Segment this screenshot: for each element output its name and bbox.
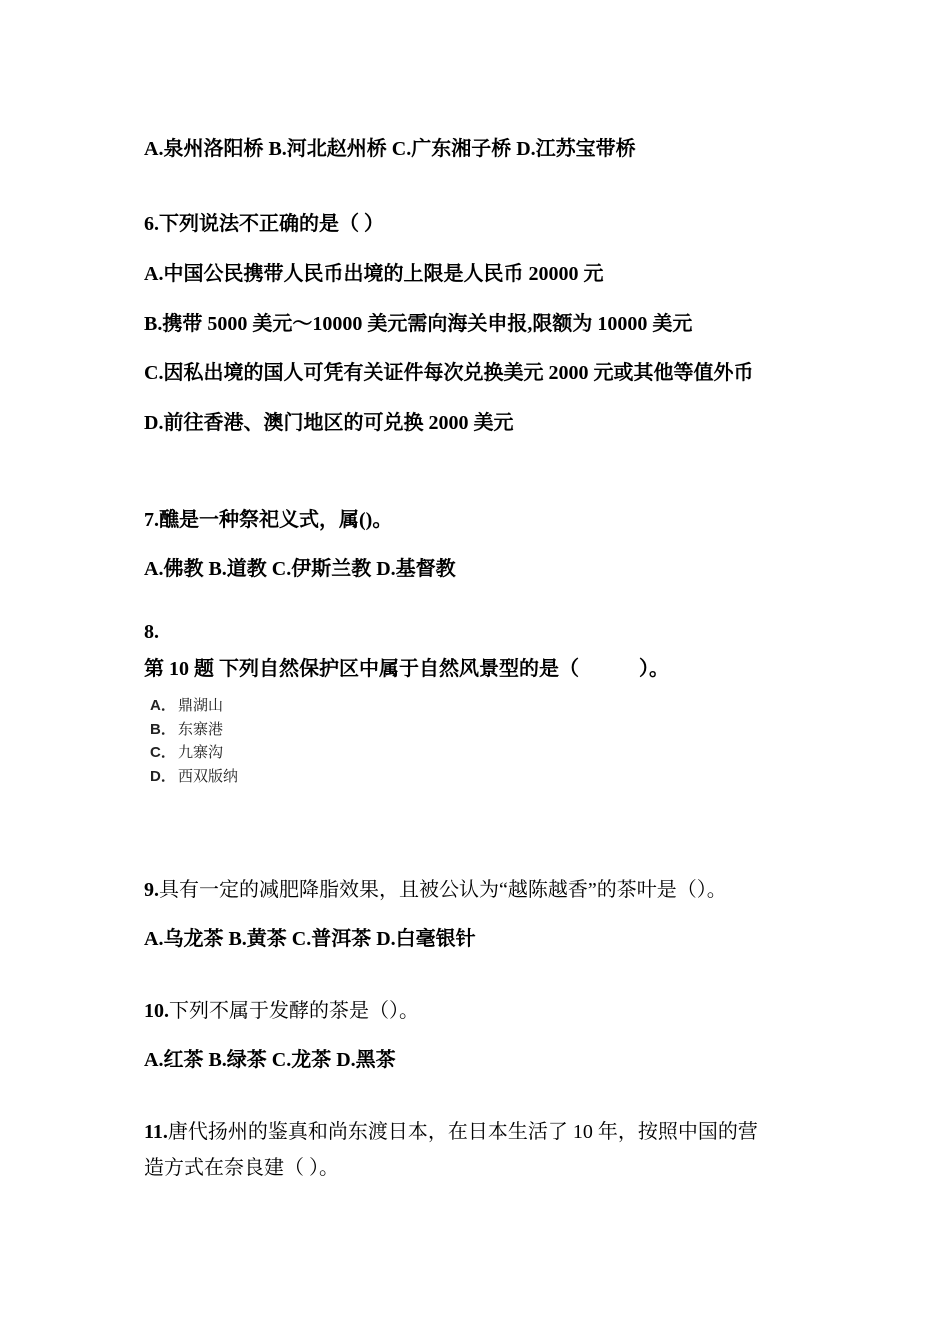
q8-option-letter: D． bbox=[150, 767, 176, 785]
q9-number: 9. bbox=[144, 879, 159, 901]
q8-option-d bbox=[150, 765, 238, 789]
q8-option-letter: B． bbox=[150, 720, 176, 738]
q7-question: 7.醮是一种祭祀义式，属()。 bbox=[144, 509, 393, 531]
q8-option-letter: C． bbox=[150, 744, 176, 761]
q10-question: 下列不属于发酵的茶是（）。 bbox=[169, 1000, 419, 1022]
q11-question-line1 bbox=[144, 1120, 758, 1144]
q11-question-text1: 唐代扬州的鉴真和尚东渡日本，在日本生活了 10 年，按照中国的营 bbox=[167, 1121, 758, 1143]
q10-options: A.红茶 B.绿茶 C.龙茶 D.黑茶 bbox=[144, 1049, 396, 1071]
q11-question-line2: 造方式在奈良建（ ）。 bbox=[144, 1157, 339, 1179]
q6-option-a: A.中国公民携带人民币出境的上限是人民币 20000 元 bbox=[144, 263, 604, 285]
q9-question: 具有一定的减肥降脂效果，且被公认为“越陈越香”的茶叶是（）。 bbox=[159, 879, 727, 901]
q8-option-c bbox=[150, 741, 238, 765]
q8-option-text: 九寨沟 bbox=[178, 743, 224, 761]
q8-option-text: 西双版纳 bbox=[178, 766, 239, 785]
q10-question-line bbox=[144, 999, 419, 1023]
q6-question: 6.下列说法不正确的是（ ） bbox=[144, 213, 384, 235]
q8-number: 8. bbox=[144, 621, 159, 643]
q6-option-b: B.携带 5000 美元～10000 美元需向海关申报,限额为 10000 美元 bbox=[144, 313, 693, 335]
q8-options bbox=[150, 694, 238, 788]
q9-question-line bbox=[144, 878, 727, 902]
q8-option-a bbox=[150, 694, 238, 718]
q6-option-d: D.前往香港、澳门地区的可兑换 2000 美元 bbox=[144, 412, 514, 434]
q8-option-letter: A． bbox=[150, 697, 176, 714]
q5-options: A.泉州洛阳桥 B.河北赵州桥 C.广东湘子桥 D.江苏宝带桥 bbox=[144, 138, 636, 160]
q11-number: 11. bbox=[144, 1121, 168, 1143]
q8-option-b bbox=[150, 718, 238, 742]
q6-option-c: C.因私出境的国人可凭有关证件每次兑换美元 2000 元或其他等值外币 bbox=[144, 362, 754, 384]
q9-options: A.乌龙茶 B.黄茶 C.普洱茶 D.白毫银针 bbox=[144, 928, 476, 950]
q8-option-text: 东寨港 bbox=[178, 719, 224, 738]
q7-options: A.佛教 B.道教 C.伊斯兰教 D.基督教 bbox=[144, 558, 456, 580]
q8-option-text: 鼎湖山 bbox=[178, 696, 224, 714]
q10-number: 10. bbox=[144, 1000, 169, 1022]
q8-question: 第 10 题 下列自然保护区中属于自然风景型的是（ ）。 bbox=[144, 658, 669, 680]
